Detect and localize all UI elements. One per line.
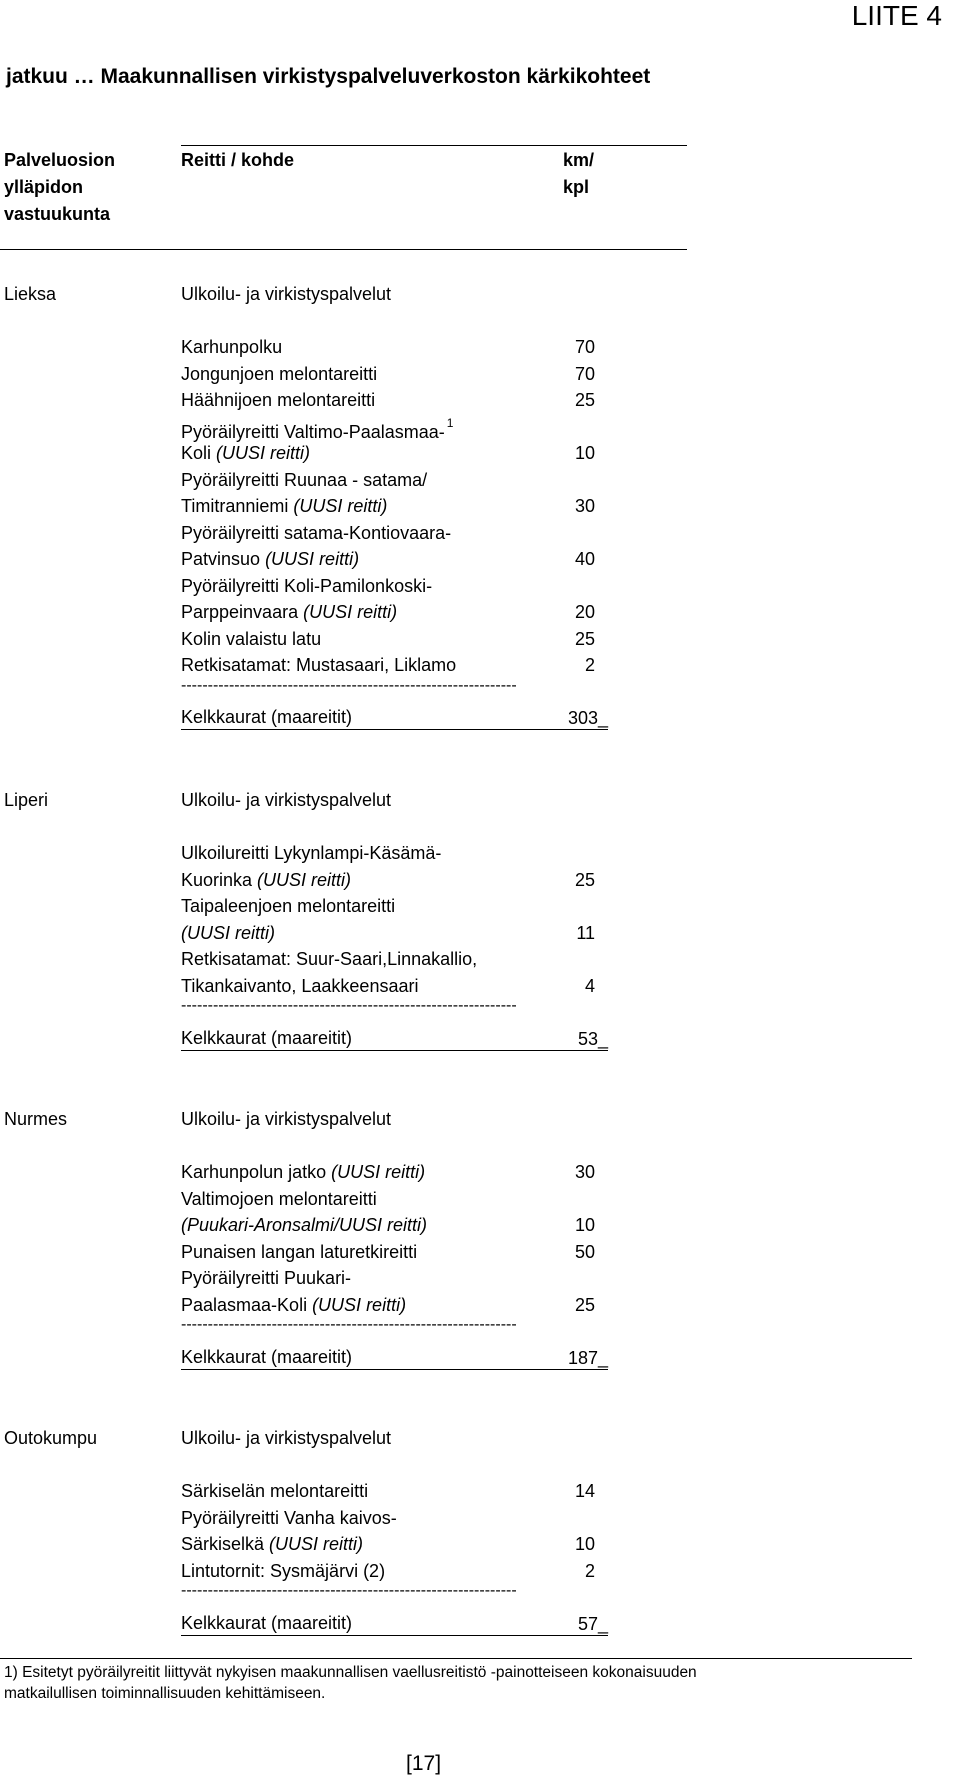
municipality-nurmes: Nurmes [4, 1109, 68, 1129]
header-col-responsible-line1: Palveluosion [4, 150, 116, 170]
header-col-amount [563, 147, 594, 201]
route-value: 4 [584, 975, 595, 996]
route-value: 30 [574, 1162, 595, 1182]
route-name: Pyöräilyreitti Valtimo-Paalasmaa- [181, 421, 445, 442]
route-name: Karhunpolun jatko [181, 1162, 327, 1182]
route-item [181, 1478, 368, 1505]
route-item [181, 493, 387, 520]
route-item [181, 467, 427, 494]
municipality-outokumpu: Outokumpu [4, 1428, 98, 1448]
route-item [181, 1159, 425, 1186]
route-name: Retkisatamat: Mustasaari, Liklamo [181, 655, 457, 675]
footnote-ref: 1 [446, 415, 454, 430]
route-item [181, 440, 310, 467]
header-col-responsible-line2: ylläpidon [4, 177, 84, 197]
header-col-route: Reitti / kohde [181, 150, 295, 170]
route-item [181, 520, 451, 547]
route-value: 10 [574, 443, 595, 463]
route-name: Jongunjoen melontareitti [181, 363, 378, 384]
route-name: Pyöräilyreitti Ruunaa - satama/ [181, 469, 428, 490]
route-name: Lintutornit: Sysmäjärvi (2) [181, 1560, 386, 1581]
footnote [4, 1662, 697, 1704]
route-item [181, 946, 477, 973]
route-item [181, 573, 432, 600]
route-note: (UUSI reitti) [264, 1534, 364, 1554]
route-item [181, 361, 377, 388]
route-name: Pyöräilyreitti satama-Kontiovaara- [181, 522, 452, 543]
route-value: 10 [574, 1215, 595, 1235]
header-top-rule [181, 145, 687, 146]
route-note: (UUSI reitti) [307, 1294, 407, 1315]
total-label: Kelkkaurat (maareitit) [181, 1611, 608, 1636]
route-item [181, 1505, 397, 1532]
route-value: 10 [574, 1534, 595, 1554]
route-note: (UUSI reitti) [288, 496, 388, 516]
appendix-label: LIITE 4 [851, 0, 942, 31]
route-item [181, 1531, 363, 1558]
route-value: 20 [574, 602, 595, 622]
route-name: Särkiselän melontareitti [181, 1481, 369, 1501]
header-col-responsible-line3: vastuukunta [4, 204, 111, 224]
route-name: Koli [181, 443, 212, 463]
route-value: 30 [574, 496, 595, 516]
header-col-amount-line1: km/ [563, 150, 595, 170]
total-value: 53_ [577, 1028, 608, 1049]
total-value: 303_ [567, 708, 608, 728]
route-value: 25 [574, 1294, 595, 1315]
route-item [181, 840, 441, 867]
route-name: Pyöräilyreitti Puukari- [181, 1268, 352, 1288]
route-name: Pyöräilyreitti Vanha kaivos- [181, 1507, 397, 1528]
route-item [181, 599, 397, 626]
route-name: Timitranniemi [181, 496, 289, 516]
total-value: 187_ [567, 1347, 608, 1368]
municipality-lieksa: Lieksa [4, 284, 57, 304]
route-note: (UUSI reitti) [211, 443, 311, 463]
route-item [181, 973, 418, 1000]
route-name: Kolin valaistu latu [181, 628, 322, 649]
route-item [181, 1558, 385, 1585]
route-value: 40 [574, 549, 595, 569]
route-item [181, 334, 282, 361]
route-value: 2 [584, 1560, 595, 1581]
service-heading: Ulkoilu- ja virkistyspalvelut [181, 1109, 392, 1129]
route-item [181, 920, 275, 947]
route-value: 11 [576, 922, 595, 943]
service-heading: Ulkoilu- ja virkistyspalvelut [181, 1428, 392, 1448]
route-name: Ulkoilureitti Lykynlampi-Käsämä- [181, 843, 442, 863]
route-item [181, 893, 395, 920]
route-name: Taipaleenjoen melontareitti [181, 896, 396, 916]
route-value: 2 [584, 655, 595, 675]
route-name: Valtimojoen melontareitti [181, 1188, 377, 1209]
route-item [181, 1292, 406, 1319]
route-item [181, 1239, 417, 1266]
municipality-liperi: Liperi [4, 790, 49, 810]
route-name: Patvinsuo [181, 549, 261, 569]
route-item [181, 626, 321, 653]
service-heading: Ulkoilu- ja virkistyspalvelut [181, 284, 392, 304]
header-bottom-rule [0, 249, 687, 250]
footnote-line1: 1) Esitetyt pyöräilyreitit liittyvät nykyisen maakunnallisen vaellusreitistö -painotteiseen kokonaisuuden [4, 1664, 697, 1681]
route-note: (UUSI reitti) [298, 602, 398, 622]
header-col-amount-line2: kpl [563, 177, 590, 197]
route-name: Häähnijoen melontareitti [181, 390, 376, 410]
route-name: Parppeinvaara [181, 602, 299, 622]
separator-dashes: --------------------------------------------------------------- [181, 1316, 517, 1333]
separator-dashes: --------------------------------------------------------------- [181, 676, 517, 694]
route-note: (UUSI reitti) [252, 869, 352, 890]
route-item [181, 1265, 351, 1292]
route-name: Paalasmaa-Koli [181, 1294, 308, 1315]
route-value: 70 [574, 337, 595, 357]
footnote-rule [0, 1658, 912, 1659]
page-title: jatkuu … Maakunnallisen virkistyspalveluverkoston kärkikohteet [6, 65, 651, 88]
separator-dashes: --------------------------------------------------------------- [181, 997, 517, 1014]
route-value: 14 [574, 1481, 595, 1501]
total-label: Kelkkaurat (maareitit) [181, 1345, 608, 1370]
separator-dashes: --------------------------------------------------------------- [181, 1582, 517, 1599]
service-heading: Ulkoilu- ja virkistyspalvelut [181, 790, 392, 810]
route-name: Punaisen langan laturetkireitti [181, 1241, 418, 1262]
route-note: (UUSI reitti) [260, 549, 360, 569]
route-item [181, 387, 375, 414]
route-name: Karhunpolku [181, 337, 283, 357]
route-note: (UUSI reitti) [326, 1162, 426, 1182]
route-value: 25 [574, 628, 595, 649]
route-name: Pyöräilyreitti Koli-Pamilonkoski- [181, 575, 433, 596]
route-item [181, 652, 456, 679]
route-note: (UUSI reitti) [181, 922, 275, 943]
total-label: Kelkkaurat (maareitit) [181, 705, 608, 730]
route-value: 70 [574, 363, 595, 384]
route-item [181, 1186, 377, 1213]
route-name: Tikankaivanto, Laakkeensaari [181, 975, 419, 996]
route-item [181, 867, 351, 894]
page-number: [17] [406, 1752, 442, 1775]
route-name: Kuorinka [181, 869, 253, 890]
route-item [181, 1212, 427, 1239]
route-item [181, 546, 359, 573]
route-value: 25 [574, 390, 595, 410]
total-value: 57_ [577, 1613, 608, 1634]
route-value: 25 [574, 869, 595, 890]
footnote-line2: matkailullisen toiminnallisuuden kehittämiseen. [4, 1685, 326, 1702]
total-label: Kelkkaurat (maareitit) [181, 1026, 608, 1051]
route-name: Retkisatamat: Suur-Saari,Linnakallio, [181, 949, 478, 969]
route-name: Särkiselkä [181, 1534, 265, 1554]
route-value: 50 [574, 1241, 595, 1262]
route-note: (Puukari-Aronsalmi/UUSI reitti) [181, 1215, 428, 1235]
header-col-responsible [4, 147, 115, 228]
